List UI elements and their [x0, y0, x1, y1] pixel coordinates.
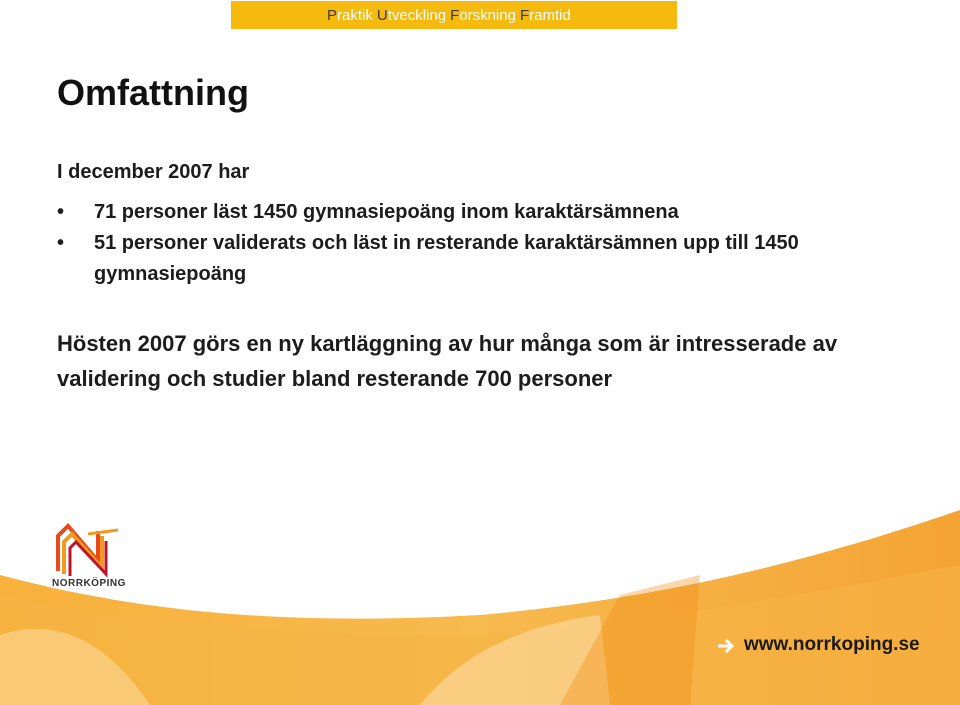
bullet-item: • 71 personer läst 1450 gymnasiepoäng inom karaktärsämnena: [57, 197, 897, 228]
arrow-right-icon: [716, 637, 740, 655]
bullet-dot-icon: •: [57, 201, 65, 223]
banner-word-2: Utveckling: [376, 6, 447, 24]
banner-word-3: Forskning: [450, 6, 516, 24]
footer-url[interactable]: www.norrkoping.se: [744, 634, 920, 655]
slide-title: Omfattning: [57, 72, 249, 113]
footer-decoration: [0, 505, 960, 705]
bullet-list: [57, 197, 897, 290]
logo-text: NORRKÖPING: [52, 578, 126, 589]
bullet-dot-icon: •: [57, 232, 65, 254]
body-paragraph: Hösten 2007 görs en ny kartläggning av hur många som är intresserade av validering och studier bland resterande 700 personer: [57, 331, 838, 391]
bullet-item: • 51 personer validerats och läst in resterande karaktärsämnen upp till 1450 gymnasiepoäng: [57, 228, 897, 290]
banner-word-4: Framtid: [519, 6, 571, 24]
top-banner: [231, 1, 677, 29]
banner-word-1: Praktik: [327, 6, 373, 24]
intro-text: I december 2007 har: [57, 161, 250, 183]
